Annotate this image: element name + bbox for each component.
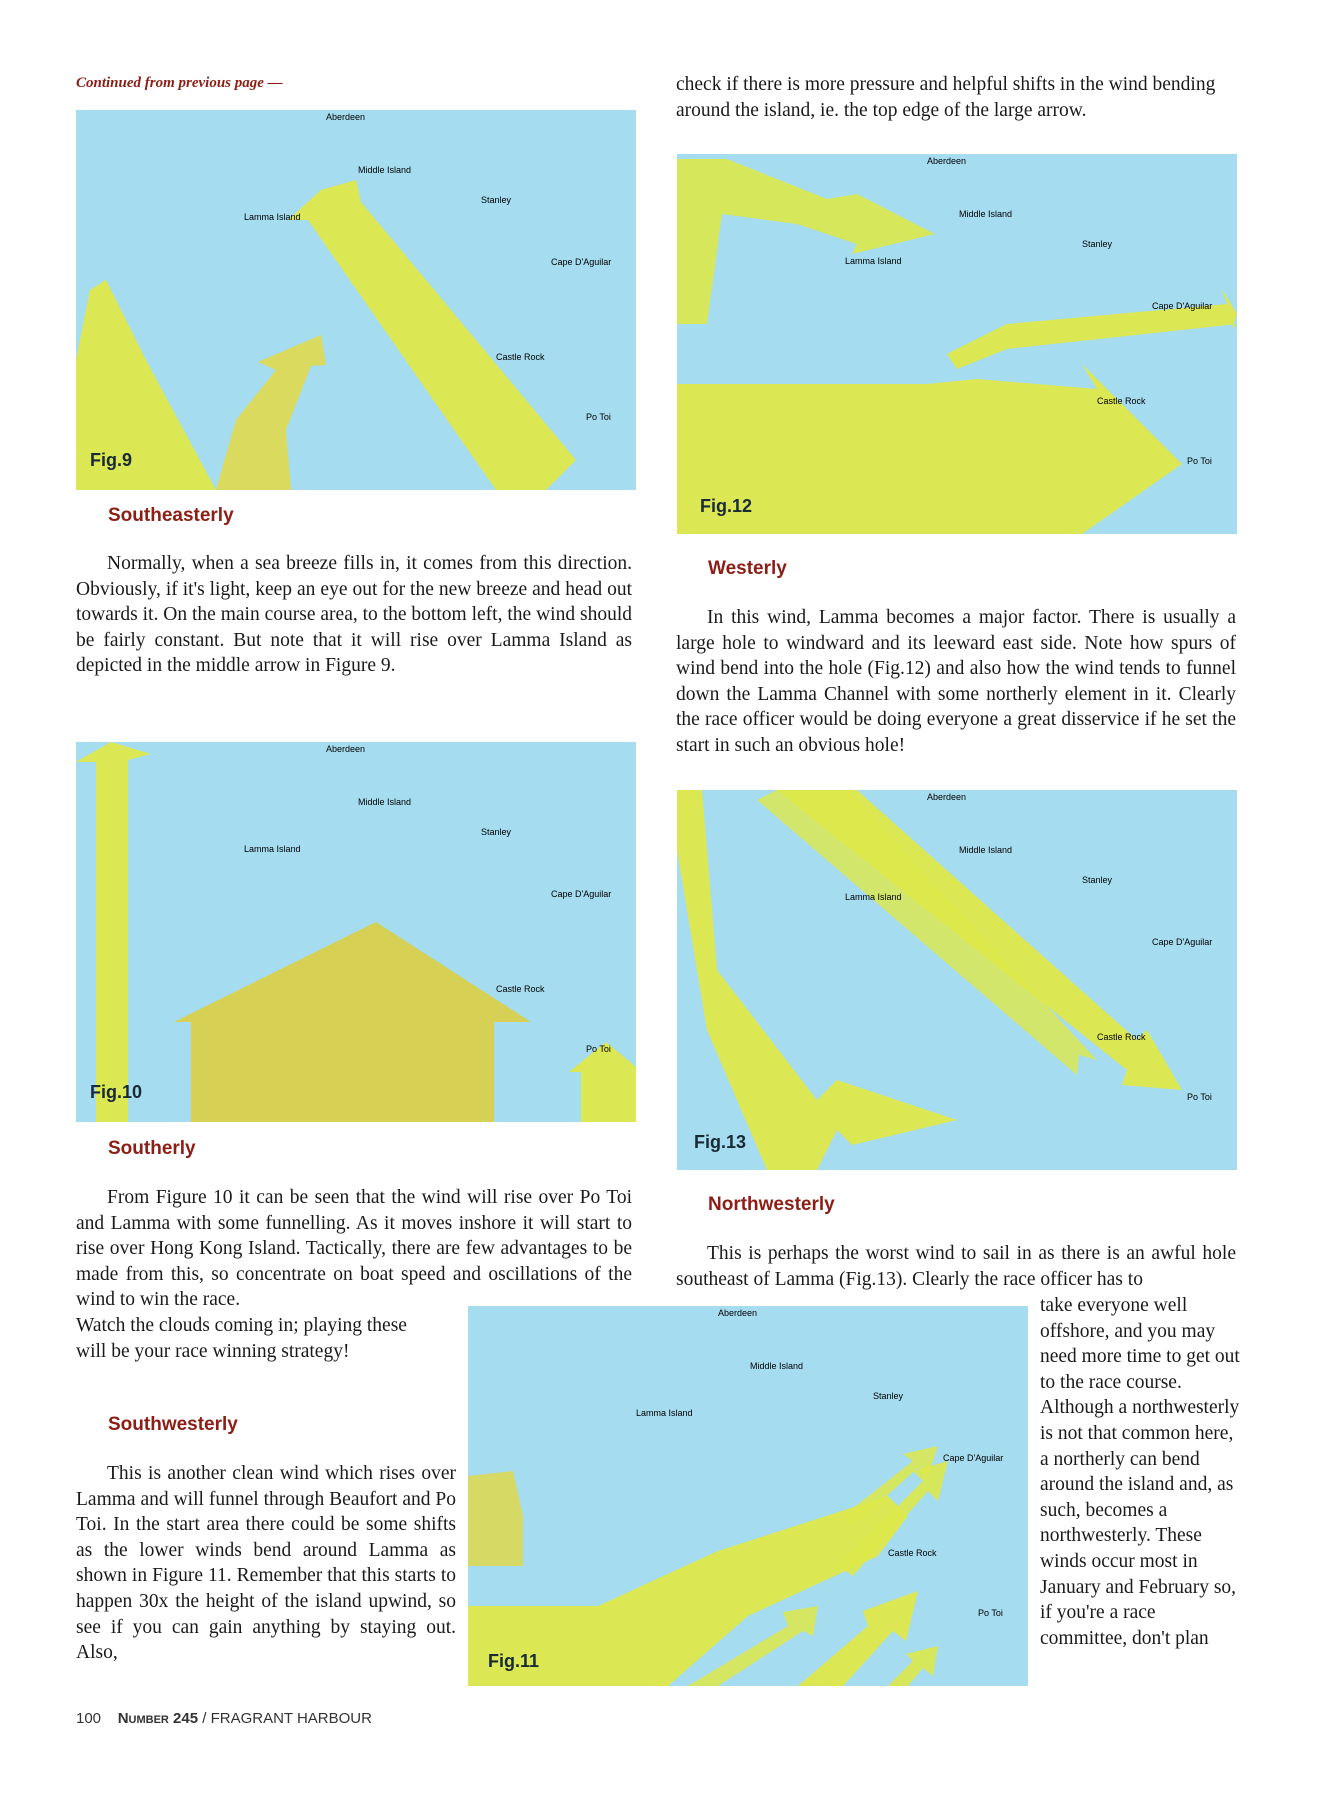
text-northwesterly-2: take everyone well offshore, and you may need more time to get out to the race course. Although a northwesterly is not that common here, a northerly can bend around the island and, as such, becomes a northwesterly. These winds occur most in January and February so, if you're a race committee, don't plan	[1040, 1295, 1240, 1649]
label-po-toi: Po Toi	[1187, 456, 1212, 466]
label-lamma-island: Lamma Island	[636, 1408, 693, 1418]
label-middle-island: Middle Island	[358, 797, 412, 807]
label-po-toi: Po Toi	[586, 1044, 611, 1054]
fig11-svg	[468, 1306, 1028, 1686]
text-northwesterly: This is perhaps the worst wind to sail in as there is an awful hole southeast of Lamma (Fig.13). Clearly the race officer has to	[676, 1243, 1236, 1290]
fig13-svg	[676, 790, 1238, 1170]
label-cape-daguilar: Cape D'Aguilar	[943, 1453, 1004, 1463]
heading-westerly: Westerly	[708, 558, 787, 579]
label-lamma-island: Lamma Island	[845, 256, 902, 266]
label-stanley: Stanley	[1082, 875, 1113, 885]
label-middle-island: Middle Island	[959, 845, 1013, 855]
label-cape-daguilar: Cape D'Aguilar	[1152, 301, 1213, 311]
text-southerly-2: Watch the clouds coming in; playing these will be your race winning strategy!	[76, 1315, 407, 1362]
fig11-label: Fig.11	[488, 1651, 540, 1671]
continued-note: Continued from previous page —	[76, 75, 283, 91]
label-middle-island: Middle Island	[358, 165, 412, 175]
label-middle-island: Middle Island	[959, 209, 1013, 219]
label-po-toi: Po Toi	[1187, 1092, 1212, 1102]
fig13-map	[676, 790, 1238, 1170]
fig10-label: Fig.10	[90, 1082, 143, 1102]
fig12-label: Fig.12	[700, 496, 753, 516]
heading-southerly: Southerly	[108, 1138, 196, 1159]
label-aberdeen: Aberdeen	[718, 1308, 758, 1318]
label-castle-rock: Castle Rock	[888, 1548, 937, 1558]
fig13-label: Fig.13	[694, 1132, 747, 1152]
label-aberdeen: Aberdeen	[326, 112, 366, 122]
label-middle-island: Middle Island	[750, 1361, 804, 1371]
fig9-svg	[76, 110, 636, 490]
label-castle-rock: Castle Rock	[496, 352, 545, 362]
issue-number: Number 245	[117, 1710, 199, 1727]
label-po-toi: Po Toi	[586, 412, 611, 422]
text-westerly: In this wind, Lamma becomes a major factor. There is usually a large hole to windward and its leeward east side. Note how spurs of wind bend into the hole (Fig.12) and also how the wind tends to funnel down the Lamma Channel with some northerly element in it. Clearly the race officer would be doing everyone a great disservice if he set the start in such an obvious hole!	[676, 607, 1236, 756]
label-castle-rock: Castle Rock	[496, 984, 545, 994]
label-stanley: Stanley	[873, 1391, 904, 1401]
text-southeasterly: Normally, when a sea breeze fills in, it comes from this direction. Obviously, if it's light, keep an eye out for the new breeze and head out towards it. On the main course area, to the bottom left, the wind should be fairly constant. But note that it will rise over Lamma Island as depicted in the middle arrow in Figure 9.	[76, 553, 632, 677]
fig10-svg	[76, 742, 636, 1122]
label-stanley: Stanley	[1082, 239, 1113, 249]
label-aberdeen: Aberdeen	[326, 744, 366, 754]
fig9-map	[76, 110, 636, 490]
heading-southeasterly: Southeasterly	[108, 505, 234, 526]
fig11-map	[468, 1306, 1028, 1686]
label-po-toi: Po Toi	[978, 1608, 1003, 1618]
label-cape-daguilar: Cape D'Aguilar	[551, 889, 612, 899]
label-lamma-island: Lamma Island	[845, 892, 902, 902]
text-continuation: check if there is more pressure and helpful shifts in the wind bending around the island, ie. the top edge of the large arrow.	[676, 74, 1216, 121]
label-lamma-island: Lamma Island	[244, 844, 301, 854]
heading-northwesterly: Northwesterly	[708, 1194, 835, 1215]
label-castle-rock: Castle Rock	[1097, 396, 1146, 406]
publication-name: / FRAGRANT HARBOUR	[202, 1710, 372, 1727]
fig9-label: Fig.9	[90, 450, 133, 470]
page-number: 100	[76, 1710, 102, 1727]
label-stanley: Stanley	[481, 195, 512, 205]
footer	[76, 1710, 372, 1727]
label-castle-rock: Castle Rock	[1097, 1032, 1146, 1042]
label-aberdeen: Aberdeen	[927, 156, 967, 166]
heading-southwesterly: Southwesterly	[108, 1414, 238, 1435]
label-cape-daguilar: Cape D'Aguilar	[551, 257, 612, 267]
text-southerly: From Figure 10 it can be seen that the wind will rise over Po Toi and Lamma with some funnelling. As it moves inshore it will start to rise over Hong Kong Island. Tactically, there are few advantages to be made from this, so concentrate on boat speed and oscillations of the wind to win the race.	[76, 1187, 632, 1311]
label-aberdeen: Aberdeen	[927, 792, 967, 802]
text-southwesterly: This is another clean wind which rises over Lamma and will funnel through Beaufort and Po Toi. In the start area there could be some shifts as the lower winds bend around Lamma as shown in Figure 11. Remember that this starts to happen 30x the height of the island upwind, so see if you can gain anything by staying out. Also,	[76, 1463, 456, 1664]
label-stanley: Stanley	[481, 827, 512, 837]
fig12-map	[676, 154, 1238, 534]
label-cape-daguilar: Cape D'Aguilar	[1152, 937, 1213, 947]
fig10-map	[76, 742, 636, 1122]
fig12-svg	[676, 154, 1238, 534]
label-lamma-island: Lamma Island	[244, 212, 301, 222]
